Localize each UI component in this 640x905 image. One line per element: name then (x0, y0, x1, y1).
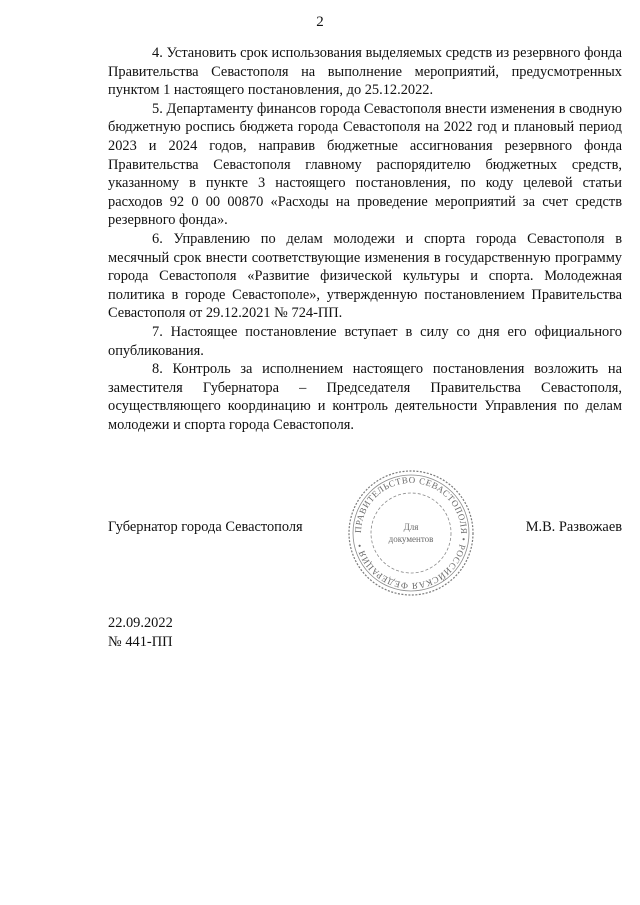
document-number: № 441-ПП (108, 634, 173, 650)
paragraph-8: 8. Контроль за исполнением настоящего постановления возложить на заместителя Губернатора – Председателя Правительства Севастополя, осуществляющего координацию и контроль деятельности Управления по делам молодежи и спорта города Севастополя. (108, 361, 622, 433)
svg-text:ПРАВИТЕЛЬСТВО СЕВАСТОПОЛЯ • РО (353, 475, 469, 591)
seal-center-line-2: документов (388, 534, 434, 544)
seal-outer-text: ПРАВИТЕЛЬСТВО СЕВАСТОПОЛЯ • РОССИЙСКАЯ ФЕДЕРАЦИЯ • (352, 474, 470, 592)
document-date: 22.09.2022 (108, 615, 173, 631)
paragraph-5: 5. Департаменту финансов города Севастополя внести изменения в сводную бюджетную роспись бюджета города Севастополя на 2022 год и плановый период 2023 и 2024 годов, направив бюджетные ассигнования резервного фонда Правительства Севастополя главному распорядителю бюджетных средств, указанному в пункте 3 настоящего постановления, по коду целевой статьи расходов 92 0 00 00870 «Расходы на проведение мероприятий за счет средств резервного фонда». (108, 100, 622, 229)
seal-icon (346, 468, 476, 598)
official-seal (346, 468, 476, 598)
page-number: 2 (316, 14, 324, 30)
document-body (108, 44, 622, 434)
seal-center-line-1: Для (403, 522, 419, 532)
paragraph-4: 4. Установить срок использования выделяемых средств из резервного фонда Правительства Севастополя на выполнение мероприятий, предусмотренных пунктом 1 настоящего постановления, до 25.12.2022. (108, 45, 622, 99)
signatory-name: М.В. Развожаев (525, 519, 622, 535)
paragraph-6: 6. Управлению по делам молодежи и спорта города Севастополя в месячный срок внести соответствующие изменения в государственную программу города Севастополя «Развитие физической культуры и спорта. Молодежная политика в городе Севастополе», утвержденную постановлением Правительства Севастополя от 29.12.2021 № 724-ПП. (108, 230, 622, 322)
document-footer (108, 614, 173, 652)
signatory-title: Губернатор города Севастополя (108, 519, 303, 535)
paragraph-7: 7. Настоящее постановление вступает в силу со дня его официального опубликования. (108, 323, 622, 359)
